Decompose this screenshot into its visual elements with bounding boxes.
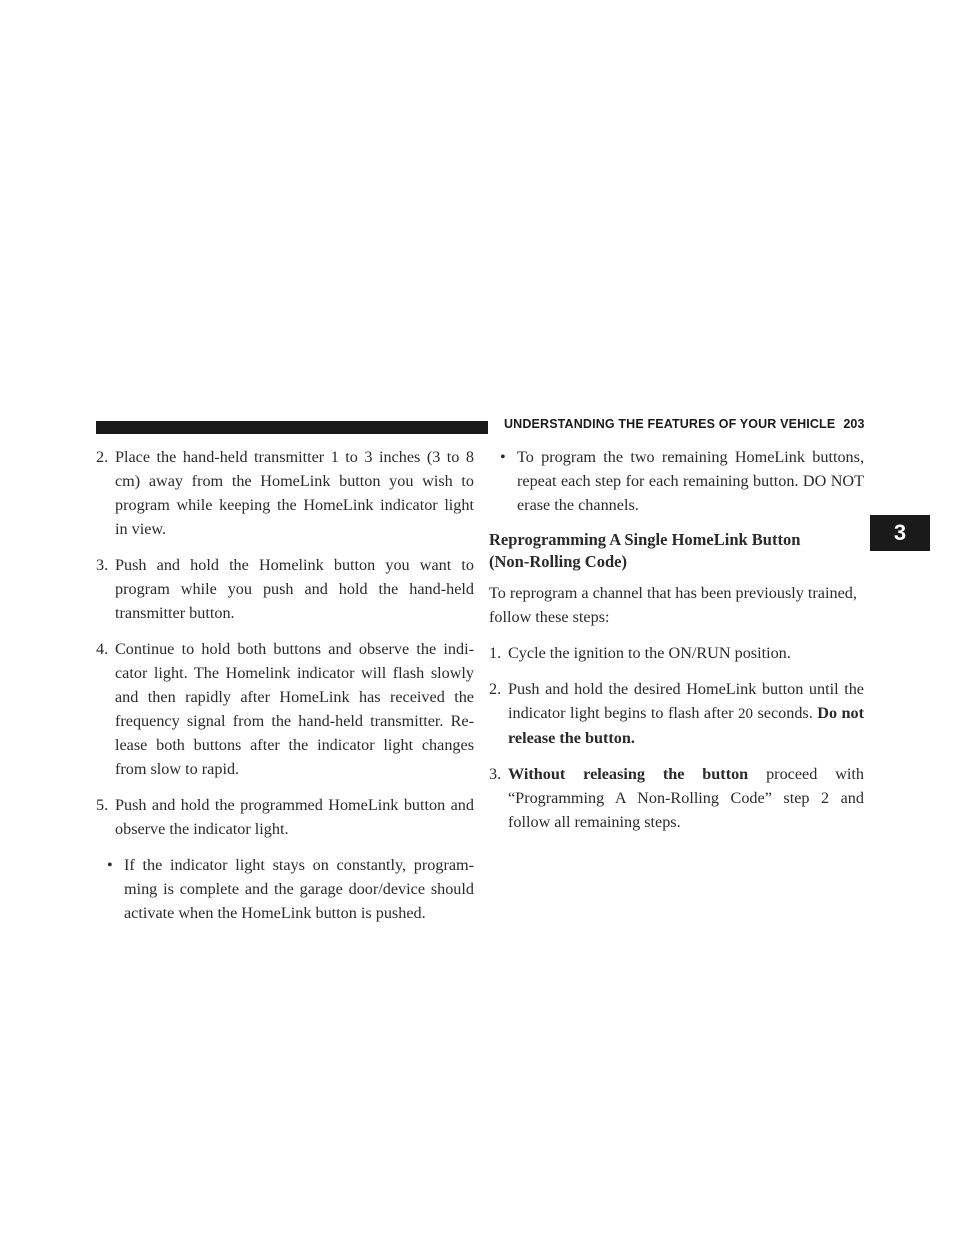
step-number: 2. <box>489 680 502 698</box>
bullet-text: If the indicator light stays on constantly, programming is complete and the garage door/device should activate when the HomeLink button is pushed. <box>124 856 474 922</box>
reprogram-step-2 <box>489 677 864 750</box>
emphasis-text: Without releasing the button <box>508 765 749 783</box>
step-4 <box>96 637 474 781</box>
header-rule <box>96 421 488 434</box>
step-text: Push and hold the desired HomeLink button until the indicator light begins to flash after <box>508 680 864 722</box>
step-number: 2. <box>96 448 109 466</box>
step-number: 1. <box>489 644 502 662</box>
chapter-tab[interactable]: 3 <box>870 515 930 551</box>
bullet-icon: • <box>107 856 113 874</box>
step-text: Cycle the ignition to the ON/RUN position. <box>508 644 791 662</box>
bullet-programming-complete <box>96 853 474 925</box>
step-5 <box>96 793 474 841</box>
step-text: proceed with “Programming A Non-Rolling Code” step 2 and follow all remaining steps. <box>508 765 864 831</box>
step-number: 5. <box>96 796 109 814</box>
left-column <box>96 445 474 937</box>
seconds-value: 20 <box>738 706 754 722</box>
section-name: UNDERSTANDING THE FEATURES OF YOUR VEHICLE <box>504 417 836 431</box>
reprogram-step-1 <box>489 641 864 665</box>
heading-line-1: Reprogramming A Single HomeLink Button <box>489 530 801 549</box>
page-number: 203 <box>843 417 865 431</box>
step-3 <box>96 553 474 625</box>
bullet-remaining-buttons <box>489 445 864 517</box>
section-heading <box>489 529 864 573</box>
step-number: 4. <box>96 640 109 658</box>
running-header <box>504 417 865 431</box>
step-text: Push and hold the programmed HomeLink button and observe the indicator light. <box>115 796 474 838</box>
step-text-end: seconds. <box>753 704 818 722</box>
step-number: 3. <box>489 765 502 783</box>
step-2 <box>96 445 474 541</box>
reprogram-step-3 <box>489 762 864 834</box>
bullet-text: To program the two remaining HomeLink buttons, repeat each step for each remaining button. DO NOT erase the channels. <box>517 448 864 514</box>
bullet-icon: • <box>500 448 506 466</box>
step-text: Continue to hold both buttons and observe the indicator light. The Homelink indicator will flash slowly and then rapidly after HomeLink has received the frequency signal from the hand-held transmitter. Release both buttons after the indicator light changes from slow to rapid. <box>115 640 474 778</box>
step-text: Place the hand-held transmitter 1 to 3 inches (3 to 8 cm) away from the HomeLink button you wish to program while keeping the HomeLink indicator light in view. <box>115 448 474 538</box>
heading-line-2: (Non-Rolling Code) <box>489 552 627 571</box>
step-number: 3. <box>96 556 109 574</box>
warning-text: Do not release the button. <box>508 704 865 747</box>
right-column <box>489 445 864 846</box>
intro-paragraph: To reprogram a channel that has been previously trained, follow these steps: <box>489 584 857 626</box>
step-text: Push and hold the Homelink button you want to program while you push and hold the hand-held transmitter button. <box>115 556 474 622</box>
